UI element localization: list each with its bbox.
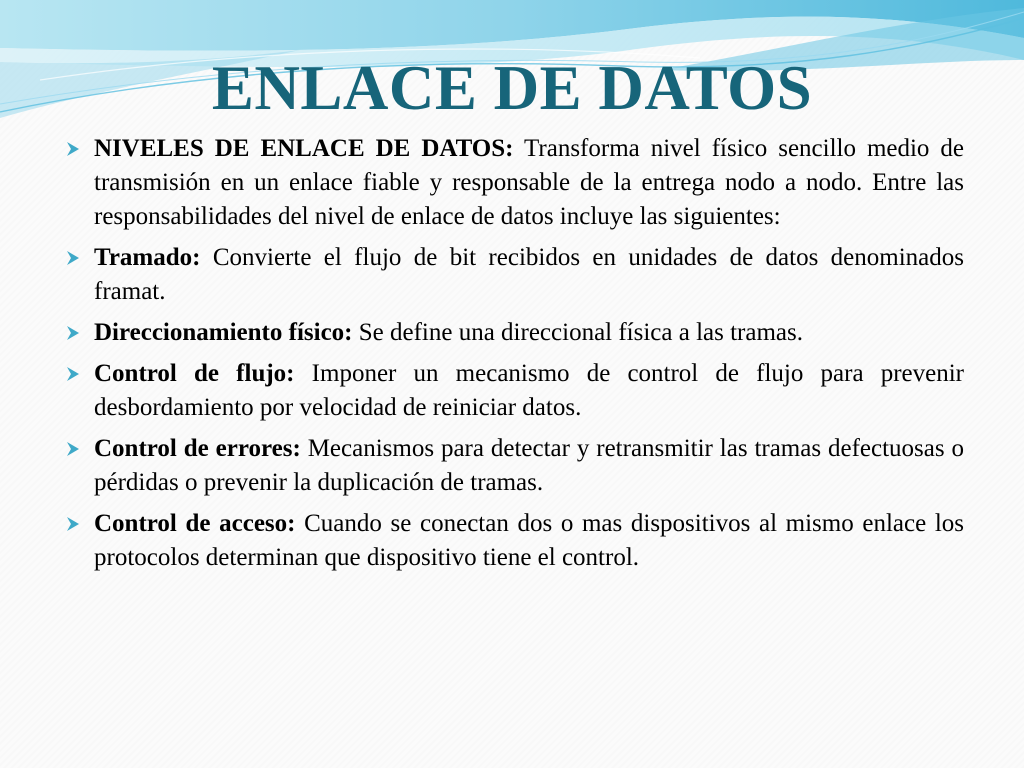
bullet-term: Control de acceso:	[94, 510, 296, 537]
bullet-list	[62, 132, 964, 582]
bullet-term: Direccionamiento físico:	[94, 319, 353, 346]
bullet-text: Transforma nivel físico sencillo medio de transmisión en un enlace fiable y responsable de la entrega nodo a nodo. Entre las responsabilidades del nivel de enlace de datos incluye las siguientes:	[94, 135, 965, 230]
bullet-text: Mecanismos para detectar y retransmitir las tramas defectuosas o pérdidas o prevenir la duplicación de tramas.	[94, 435, 964, 496]
slide-title: ENLACE DE DATOS	[211, 53, 813, 123]
arrow-bullet-icon	[64, 515, 82, 533]
bullet-item	[62, 316, 964, 350]
bullet-item	[62, 357, 964, 425]
bullet-text: Convierte el flujo de bit recibidos en unidades de datos denominados framat.	[94, 244, 964, 305]
arrow-bullet-icon	[64, 324, 82, 342]
bullet-item	[62, 132, 964, 234]
bullet-term: Control de errores:	[94, 435, 301, 462]
arrow-bullet-icon	[64, 365, 82, 383]
bullet-text: Imponer un mecanismo de control de flujo para prevenir desbordamiento por velocidad de reiniciar datos.	[94, 360, 964, 421]
bullet-term: NIVELES DE ENLACE DE DATOS:	[94, 135, 514, 162]
arrow-bullet-icon	[64, 140, 82, 158]
bullet-item	[62, 507, 964, 575]
arrow-bullet-icon	[64, 440, 82, 458]
bullet-term: Tramado:	[94, 244, 201, 271]
bullet-text: Cuando se conectan dos o mas dispositivos al mismo enlace los protocolos determinan que dispositivo tiene el control.	[94, 510, 965, 571]
bullet-item	[62, 241, 964, 309]
bullet-item	[62, 432, 964, 500]
arrow-bullet-icon	[64, 249, 82, 267]
bullet-term: Control de flujo:	[94, 360, 295, 387]
bullet-text: Se define una direccional física a las tramas.	[352, 319, 804, 346]
